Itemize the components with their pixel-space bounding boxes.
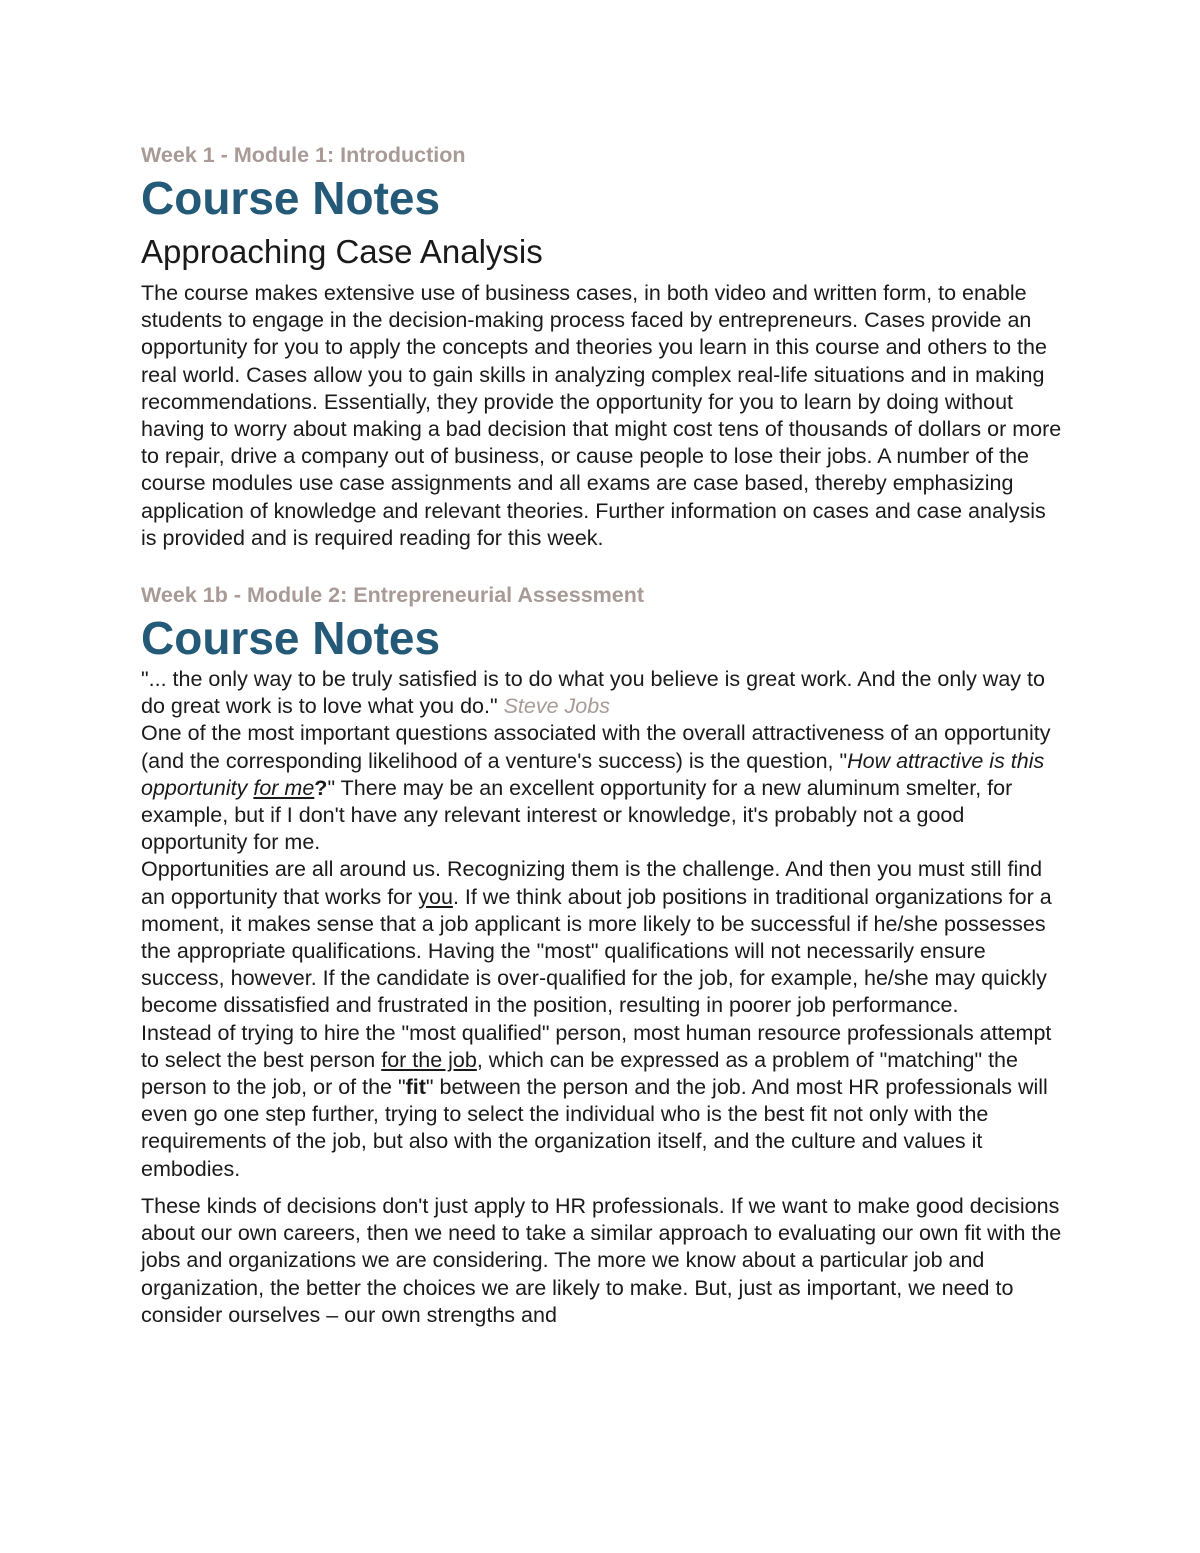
- p3-underline: for the job: [381, 1047, 477, 1072]
- module-1-paragraph: The course makes extensive use of business cases, in both video and written form, to enable students to engage in the decision-making process faced by entrepreneurs. Cases provide an opportunity for you to apply the concepts and theories you learn in this course and others to the real world. Cases allow you to gain skills in analyzing complex real-life situations and in making recommendations. Essentially, they provide the opportunity for you to learn by doing without having to worry about making a bad decision that might cost tens of thousands of dollars or more to repair, drive a company out of business, or cause people to lose their jobs. A number of the course modules use case assignments and all exams are case based, thereby emphasizing application of knowledge and relevant theories. Further information on cases and case analysis is provided and is required reading for this week.: [141, 281, 1062, 550]
- p1-italic-underline: for me: [253, 775, 315, 800]
- module-1-subtitle: Approaching Case Analysis: [141, 233, 543, 270]
- paragraph-hiring-fit: [141, 1020, 1066, 1183]
- module-2-heading: Week 1b - Module 2: Entrepreneurial Assessment: [141, 583, 645, 608]
- p3-text-b: , which can be expressed as a problem of "matching" the person to the job, or of the ": [141, 1047, 1018, 1100]
- p3-bold: fit: [405, 1075, 426, 1100]
- p1-question-mark: ?: [314, 775, 328, 800]
- quote-text: "... the only way to be truly satisfied is to do what you believe is great work. And the only way to do great work is to love what you do.": [141, 667, 1045, 719]
- p3-text-a: Instead of trying to hire the "most qualified" person, most human resource professionals attempt to select the best person: [141, 1020, 1052, 1072]
- paragraph-career-decisions: These kinds of decisions don't just apply to HR professionals. If we want to make good decisions about our own careers, then we need to take a similar approach to evaluating our own fit with the jobs and organizations we are considering. The more we know about a particular job and organization, the better the choices we are likely to make. But, just as important, we need to consider ourselves – our own strengths and: [141, 1193, 1062, 1327]
- p2-text-a: Opportunities are all around us. Recognizing them is the challenge. And then you must still find an opportunity that works for: [141, 857, 1043, 909]
- module-2-title: Course Notes: [141, 612, 441, 665]
- p2-text-b: . If we think about job positions in traditional organizations for a moment, it makes sense that a job applicant is more likely to be successful if he/she possesses the appropriate qualifications. Having the "most" qualifications will not necessarily ensure success, however. If the candidate is over-qualified for the job, for example, he/she may quickly become dissatisfied and frustrated in the position, resulting in poorer job performance.: [141, 884, 1052, 1018]
- document-page: [141, 140, 1066, 1329]
- module-1-title: Course Notes: [141, 172, 441, 224]
- p1-text-b: " There may be an excellent opportunity for a new aluminum smelter, for example, but if I don't have any relevant interest or knowledge, it's probably not a good opportunity for me.: [141, 775, 1013, 855]
- p2-underline: you: [418, 884, 453, 909]
- paragraph-opportunities: [141, 856, 1066, 1019]
- quote-author: Steve Jobs: [503, 694, 610, 719]
- p1-italic: How attractive is this opportunity: [141, 748, 1045, 800]
- paragraph-attractiveness: [141, 720, 1066, 856]
- module-2-section: [141, 580, 1066, 1329]
- module-1-section: [141, 140, 1066, 552]
- quote-paragraph: [141, 666, 1066, 720]
- p3-text-c: " between the person and the job. And most HR professionals will even go one step further, trying to select the individual who is the best fit not only with the requirements of the job, but also with the organization itself, and the culture and values it embodies.: [141, 1075, 1048, 1181]
- module-1-heading: Week 1 - Module 1: Introduction: [141, 143, 466, 167]
- p1-text-a: One of the most important questions associated with the overall attractiveness of an opportunity (and the corresponding likelihood of a venture's success) is the question, ": [141, 721, 1051, 773]
